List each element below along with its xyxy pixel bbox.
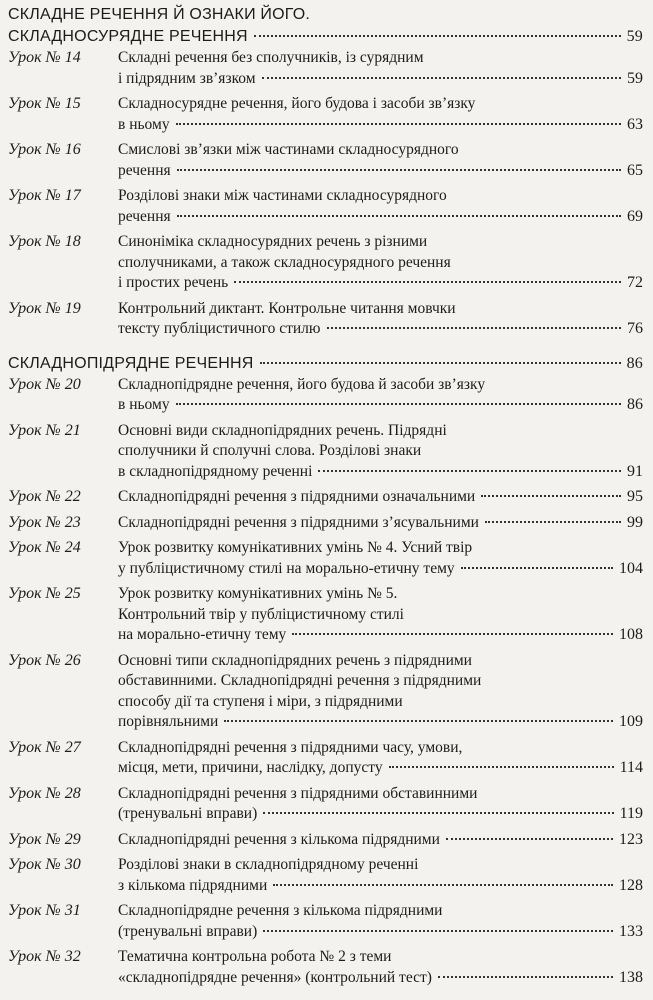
lesson-number: Урок № 14: [8, 49, 81, 66]
entry-title-line: з кількома підрядними: [118, 876, 268, 894]
entry-title-line: Основні типи складнопідрядних речень з підрядними: [118, 651, 472, 669]
lesson-number: Урок № 26: [8, 651, 81, 669]
section-heading-row: [8, 353, 643, 375]
entry-title-line: Контрольний диктант. Контрольне читання мовчки: [118, 299, 456, 317]
entry-page-number: 95: [627, 488, 643, 505]
dot-leader: [176, 123, 621, 125]
dot-leader: [446, 838, 613, 840]
entry-title-line: Складнопідрядне речення, його будова й засоби зв’язку: [118, 375, 486, 393]
entry-last-line: [118, 115, 643, 136]
entry-title-line: речення: [118, 207, 171, 225]
entry-page-number: 123: [619, 830, 643, 848]
section-heading-text: СКЛАДНЕ РЕЧЕННЯ Й ОЗНАКИ ЙОГО.: [8, 6, 311, 23]
toc-entry: [8, 855, 643, 896]
section-heading-text: СКЛАДНОСУРЯДНЕ РЕЧЕННЯ: [8, 28, 248, 45]
entry-title-line: Складні речення без сполучників, із сурядним: [118, 49, 424, 66]
entry-title: [118, 375, 643, 416]
section-heading-row: [8, 26, 643, 48]
entry-page-number: 108: [619, 626, 643, 643]
dot-leader: [234, 281, 621, 283]
entry-title-line: Смислові зв’язки між частинами складносурядного: [118, 141, 459, 158]
dot-leader: [263, 930, 613, 932]
dot-leader: [318, 470, 621, 472]
entry-page-number: 128: [619, 876, 643, 894]
entry-page-number: 119: [619, 805, 643, 822]
entry-page-number: 99: [627, 513, 643, 531]
toc-entry: [8, 48, 643, 89]
entry-title-line: місця, мети, причини, наслідку, допусту: [118, 759, 383, 776]
entry-title-line: Тематична контрольна робота № 2 з теми: [118, 948, 392, 965]
entry-title-line: Складнопідрядні речення з кількома підрядними: [118, 830, 440, 848]
toc-entry: [8, 487, 643, 508]
entry-title-line: сполучники й сполучні слова. Розділові знаки: [118, 442, 422, 459]
entry-title-line: Розділові знаки між частинами складносурядного: [118, 187, 447, 204]
dot-leader: [260, 362, 621, 364]
section-heading: [8, 353, 643, 375]
toc-entry: [8, 375, 643, 416]
entry-title-line: у публіцистичному стилі на морально-етичну тему: [118, 559, 455, 577]
lesson-number: Урок № 28: [8, 784, 81, 802]
entry-last-line: [118, 319, 643, 340]
entry-title-line: і простих речень: [118, 274, 229, 291]
entry-page-number: 72: [627, 274, 643, 291]
dot-leader: [177, 169, 621, 171]
entry-page-number: 104: [619, 559, 643, 577]
toc-entry: [8, 538, 643, 579]
toc-entry: [8, 299, 643, 340]
entry-title-line: способу дії та ступеня і міри, з підрядними: [118, 692, 403, 710]
entry-title-line: (тренувальні вправи): [118, 805, 258, 822]
lesson-number: Урок № 22: [8, 488, 81, 505]
entry-last-line: [118, 758, 643, 779]
entry-last-line: [118, 69, 643, 90]
entry-title: [118, 487, 643, 508]
entry-page-number: 69: [627, 207, 643, 225]
lesson-number: Урок № 32: [8, 948, 81, 965]
entry-page-number: 76: [627, 320, 643, 337]
toc-entry: [8, 513, 643, 534]
dot-leader: [327, 327, 622, 329]
lesson-number: Урок № 16: [8, 141, 81, 158]
entry-title-line: обставинними. Складнопідрядні речення з підрядними: [118, 672, 482, 689]
lesson-number: Урок № 29: [8, 830, 81, 848]
toc-entry: [8, 94, 643, 135]
dot-leader: [224, 720, 613, 722]
entry-title-line: Основні види складнопідрядних речень. Підрядні: [118, 421, 447, 439]
lesson-number: Урок № 17: [8, 187, 81, 204]
entry-title-line: Складнопідрядні речення з підрядними обставинними: [118, 784, 478, 802]
lesson-number: Урок № 24: [8, 539, 81, 556]
entry-last-line: [118, 625, 643, 646]
entry-title-line: (тренувальні вправи): [118, 922, 258, 940]
toc-entry: [8, 584, 643, 646]
entry-page-number: 86: [627, 396, 643, 413]
entry-title-line: порівняльними: [118, 713, 219, 730]
lesson-number: Урок № 21: [8, 421, 81, 439]
entry-last-line: [118, 273, 643, 294]
toc-entry: [8, 830, 643, 851]
entry-title-line: «складнопідрядне речення» (контрольний тест): [118, 968, 432, 986]
entry-title: [118, 855, 643, 896]
entry-title-line: в складнопідрядному реченні: [118, 462, 313, 480]
entry-last-line: [118, 876, 643, 897]
entry-title: [118, 140, 643, 181]
entry-title-line: тексту публіцистичного стилю: [118, 320, 321, 337]
toc-entry: [8, 186, 643, 227]
entry-title-line: Розділові знаки в складнопідрядному реченні: [118, 856, 419, 873]
entry-title-line: Складнопідрядні речення з підрядними з’ясувальними: [118, 513, 479, 531]
dot-leader: [254, 35, 621, 37]
section-gap: [8, 345, 643, 353]
dot-leader: [481, 495, 621, 497]
entry-last-line: [118, 712, 643, 733]
entry-last-line: [118, 922, 643, 943]
dot-leader: [262, 77, 621, 79]
entry-last-line: [118, 487, 643, 508]
entry-last-line: [118, 830, 643, 851]
toc-entry: [8, 901, 643, 942]
entry-page-number: 133: [619, 922, 643, 940]
entry-title: [118, 299, 643, 340]
entry-title-line: сполучниками, а також складносурядного речення: [118, 253, 451, 271]
lesson-number: Урок № 23: [8, 513, 81, 531]
lesson-number: Урок № 30: [8, 856, 81, 873]
entry-last-line: [118, 161, 643, 182]
toc-entry: [8, 947, 643, 988]
entry-title: [118, 48, 643, 89]
entry-last-line: [118, 804, 643, 825]
entry-page-number: 138: [619, 968, 643, 986]
entry-title-line: в ньому: [118, 115, 170, 133]
entry-title-line: Урок розвитку комунікативних умінь № 4. Усний твір: [118, 539, 473, 556]
section-heading: [8, 4, 643, 48]
entry-title: [118, 186, 643, 227]
section-page-number: 59: [626, 28, 643, 45]
entry-last-line: [118, 968, 643, 989]
lesson-number: Урок № 31: [8, 902, 81, 919]
entry-title: [118, 538, 643, 579]
entry-last-line: [118, 395, 643, 416]
entry-title: [118, 513, 643, 534]
entry-title-line: і підрядним зв’язком: [118, 69, 256, 87]
entry-title-line: на морально-етичну тему: [118, 626, 287, 643]
entry-title-line: речення: [118, 161, 171, 179]
toc-entry: [8, 140, 643, 181]
section-page-number: 86: [626, 354, 643, 372]
toc-entry: [8, 784, 643, 825]
entry-title: [118, 738, 643, 779]
entry-title: [118, 584, 643, 646]
entry-page-number: 114: [619, 759, 643, 776]
entry-title-line: Складнопідрядні речення з підрядними часу, умови,: [118, 738, 463, 756]
entry-title-line: Складнопідрядні речення з підрядними означальними: [118, 488, 476, 505]
entry-title: [118, 232, 643, 294]
toc-entry: [8, 738, 643, 779]
entry-title-line: в ньому: [118, 396, 170, 413]
lesson-number: Урок № 15: [8, 95, 81, 112]
dot-leader: [177, 215, 621, 217]
entry-title: [118, 651, 643, 733]
dot-leader: [461, 567, 613, 569]
dot-leader: [263, 812, 613, 814]
dot-leader: [273, 884, 613, 886]
entry-page-number: 63: [627, 115, 643, 133]
entry-title: [118, 830, 643, 851]
dot-leader: [292, 633, 613, 635]
entry-title-line: Контрольний твір у публіцистичному стилі: [118, 605, 404, 623]
entry-page-number: 59: [627, 69, 643, 87]
entry-title-line: Синоніміка складносурядних речень з різними: [118, 233, 428, 250]
lesson-number: Урок № 18: [8, 233, 81, 250]
dot-leader: [389, 766, 614, 768]
entry-page-number: 109: [619, 713, 643, 730]
entry-title-line: Складнопідрядне речення з кількома підрядними: [118, 902, 443, 919]
entry-last-line: [118, 462, 643, 483]
entry-title: [118, 94, 643, 135]
entry-title-line: Урок розвитку комунікативних умінь № 5.: [118, 585, 398, 602]
entry-title-line: Складносурядне речення, його будова і засоби зв’язку: [118, 95, 476, 112]
toc-entry: [8, 232, 643, 294]
entry-last-line: [118, 513, 643, 534]
entry-title: [118, 947, 643, 988]
entry-title: [118, 784, 643, 825]
section-heading-text: СКЛАДНОПІДРЯДНЕ РЕЧЕННЯ: [8, 354, 254, 372]
toc-entry: [8, 421, 643, 483]
dot-leader: [438, 976, 613, 978]
entry-last-line: [118, 559, 643, 580]
entry-page-number: 65: [627, 161, 643, 179]
dot-leader: [485, 521, 621, 523]
lesson-number: Урок № 25: [8, 585, 81, 602]
lesson-number: Урок № 20: [8, 375, 81, 393]
entry-last-line: [118, 207, 643, 228]
lesson-number: Урок № 19: [8, 299, 81, 317]
lesson-number: Урок № 27: [8, 738, 81, 756]
entry-title: [118, 421, 643, 483]
dot-leader: [176, 403, 621, 405]
entry-page-number: 91: [627, 462, 643, 480]
toc-entry: [8, 651, 643, 733]
entry-title: [118, 901, 643, 942]
